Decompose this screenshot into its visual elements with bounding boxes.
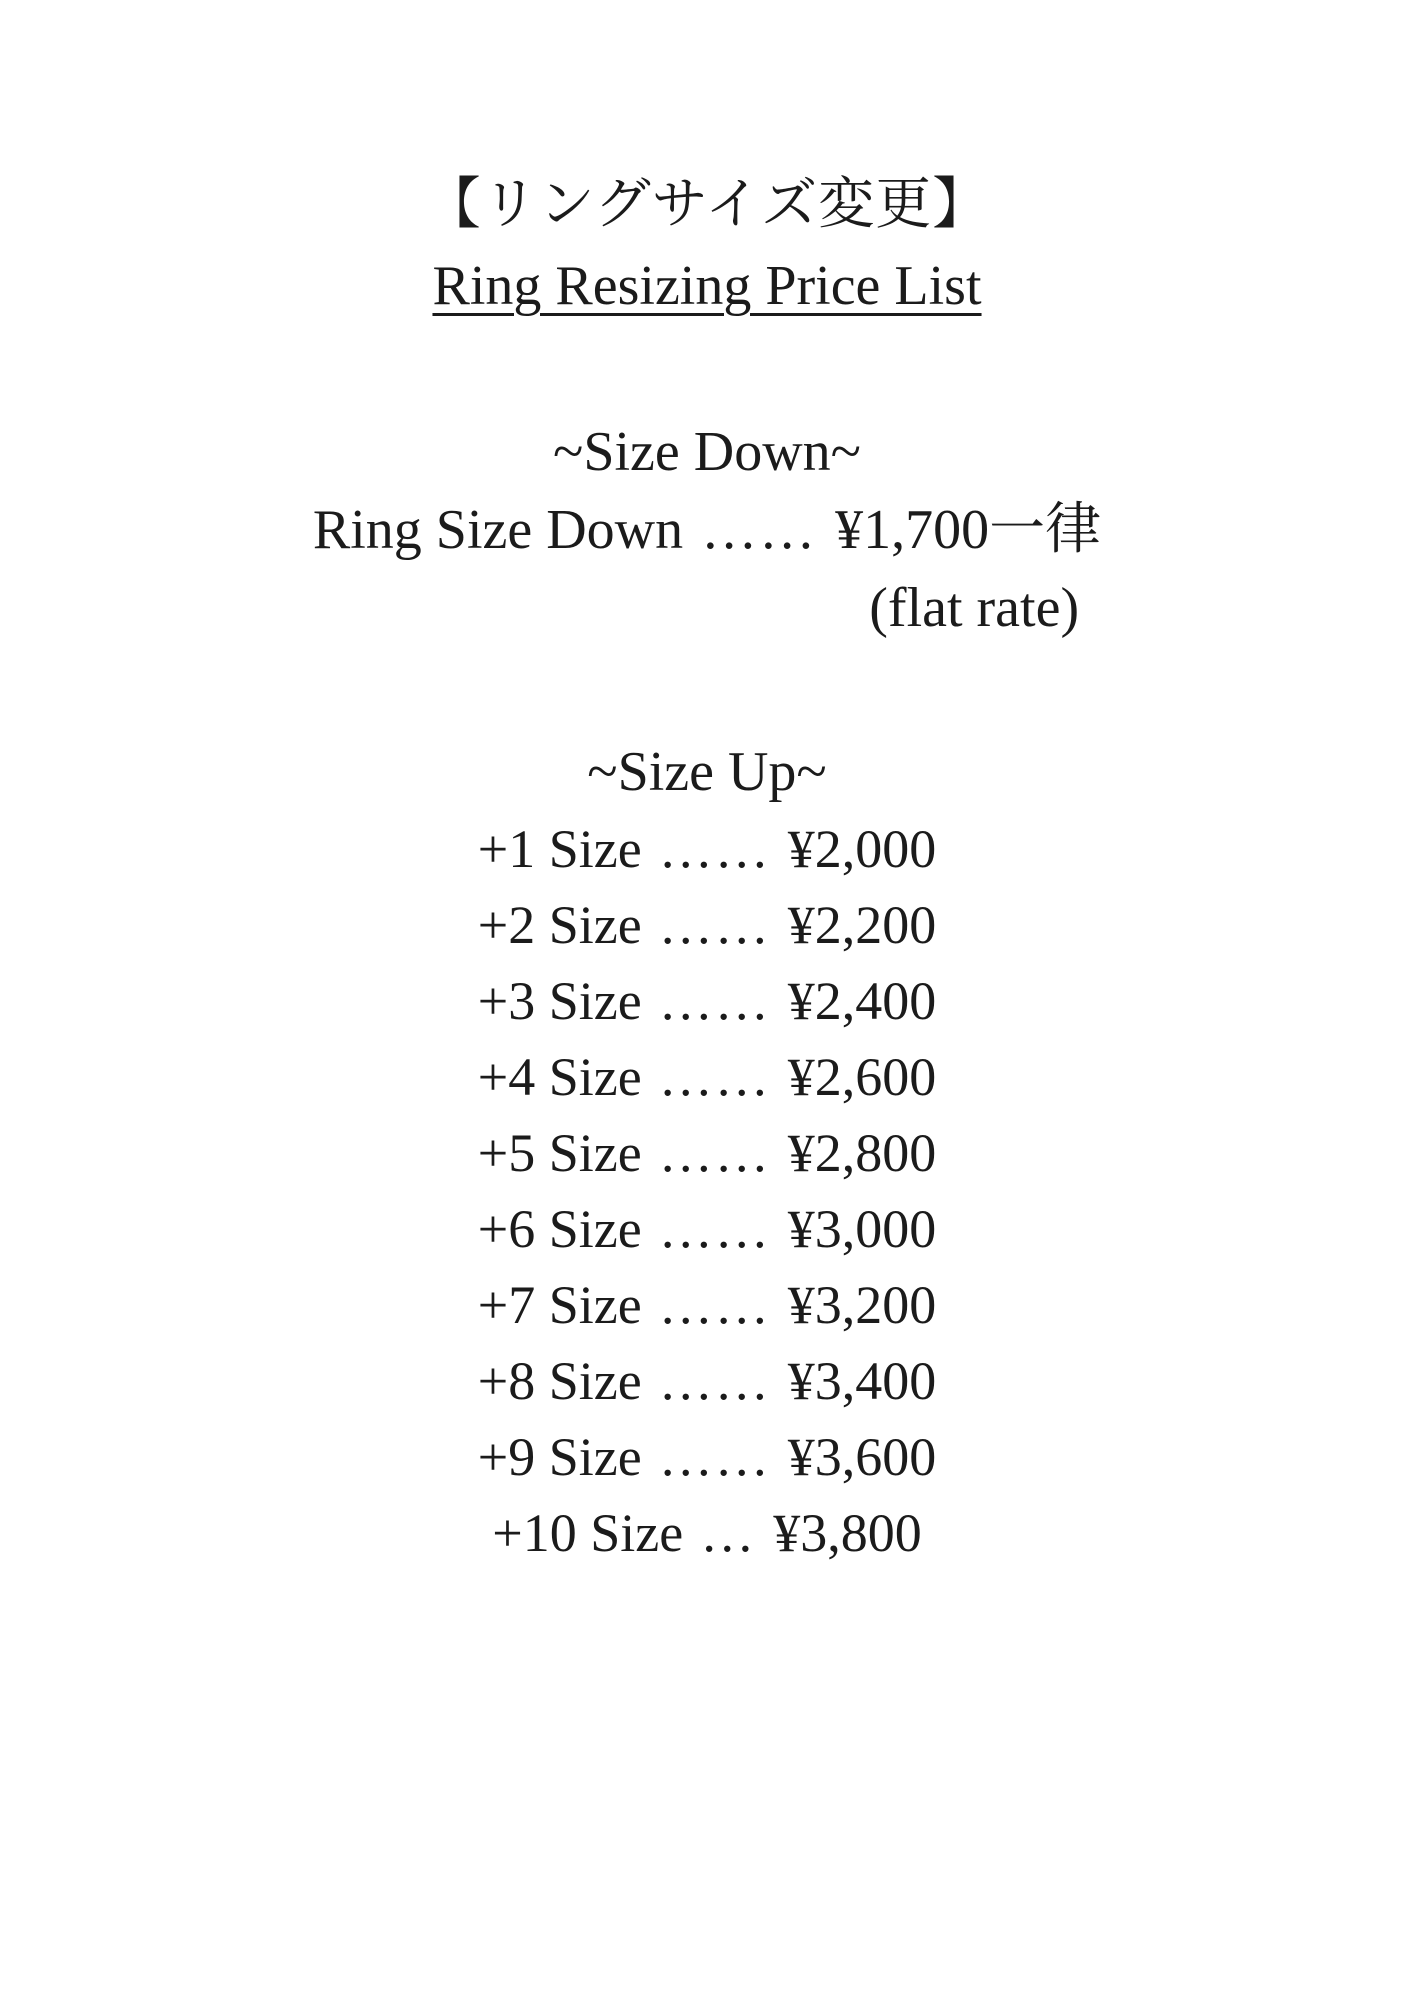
price-row-leader-dots: ……	[658, 1351, 771, 1411]
price-row	[0, 1191, 1414, 1267]
price-row	[0, 1115, 1414, 1191]
size-down-price-line	[313, 491, 1101, 569]
price-row	[0, 1039, 1414, 1115]
size-up-section	[0, 733, 1414, 1571]
size-down-item-label: Ring Size Down	[312, 499, 684, 561]
size-down-heading: ~Size Down~	[553, 421, 861, 483]
price-row-label: +9 Size	[477, 1427, 642, 1487]
price-row-leader-dots: ……	[658, 1199, 771, 1259]
price-row	[0, 887, 1414, 963]
price-row-leader-dots: ……	[658, 895, 771, 955]
price-row-price: ¥3,000	[787, 1199, 937, 1259]
document-title-japanese: 【リングサイズ変更】	[424, 174, 990, 236]
price-row-leader-dots: ……	[658, 971, 771, 1031]
price-row-price: ¥2,800	[787, 1123, 937, 1183]
price-row	[0, 963, 1414, 1039]
size-up-heading: ~Size Up~	[587, 741, 827, 803]
price-row-label: +7 Size	[477, 1275, 642, 1335]
price-row-label: +4 Size	[477, 1047, 642, 1107]
size-up-price-list	[0, 811, 1414, 1571]
document-title-english: Ring Resizing Price List	[432, 255, 982, 317]
price-row	[0, 1419, 1414, 1495]
size-down-leader-dots: ……	[701, 499, 818, 561]
size-down-price: ¥1,700	[835, 499, 990, 561]
price-row-leader-dots: ……	[658, 819, 771, 879]
price-row-label: +5 Size	[477, 1123, 642, 1183]
price-row-leader-dots: …	[700, 1503, 757, 1563]
price-row-price: ¥3,800	[773, 1503, 922, 1563]
price-row-price: ¥2,600	[787, 1047, 937, 1107]
price-row-label: +2 Size	[477, 895, 642, 955]
size-down-price-group	[835, 491, 1101, 569]
price-row-leader-dots: ……	[658, 1123, 771, 1183]
price-row-leader-dots: ……	[658, 1427, 771, 1487]
price-row-label: +1 Size	[477, 819, 642, 879]
size-down-flat-rate-note: (flat rate)	[869, 577, 1080, 639]
price-row-price: ¥3,600	[787, 1427, 937, 1487]
price-row-price: ¥2,000	[787, 819, 937, 879]
price-row-leader-dots: ……	[658, 1275, 771, 1335]
price-row	[0, 1495, 1414, 1571]
size-down-section	[0, 413, 1414, 647]
price-row-leader-dots: ……	[658, 1047, 771, 1107]
size-down-body	[313, 491, 1101, 647]
price-row	[0, 1267, 1414, 1343]
price-row-price: ¥2,200	[787, 895, 937, 955]
price-row-price: ¥3,200	[787, 1275, 937, 1335]
price-row-label: +10 Size	[492, 1503, 684, 1563]
price-row-label: +8 Size	[477, 1351, 642, 1411]
price-row	[0, 811, 1414, 887]
price-row	[0, 1343, 1414, 1419]
price-row-price: ¥2,400	[787, 971, 937, 1031]
size-down-price-suffix: 一律	[989, 499, 1102, 561]
price-row-price: ¥3,400	[787, 1351, 937, 1411]
price-row-label: +3 Size	[477, 971, 642, 1031]
price-row-label: +6 Size	[477, 1199, 642, 1259]
